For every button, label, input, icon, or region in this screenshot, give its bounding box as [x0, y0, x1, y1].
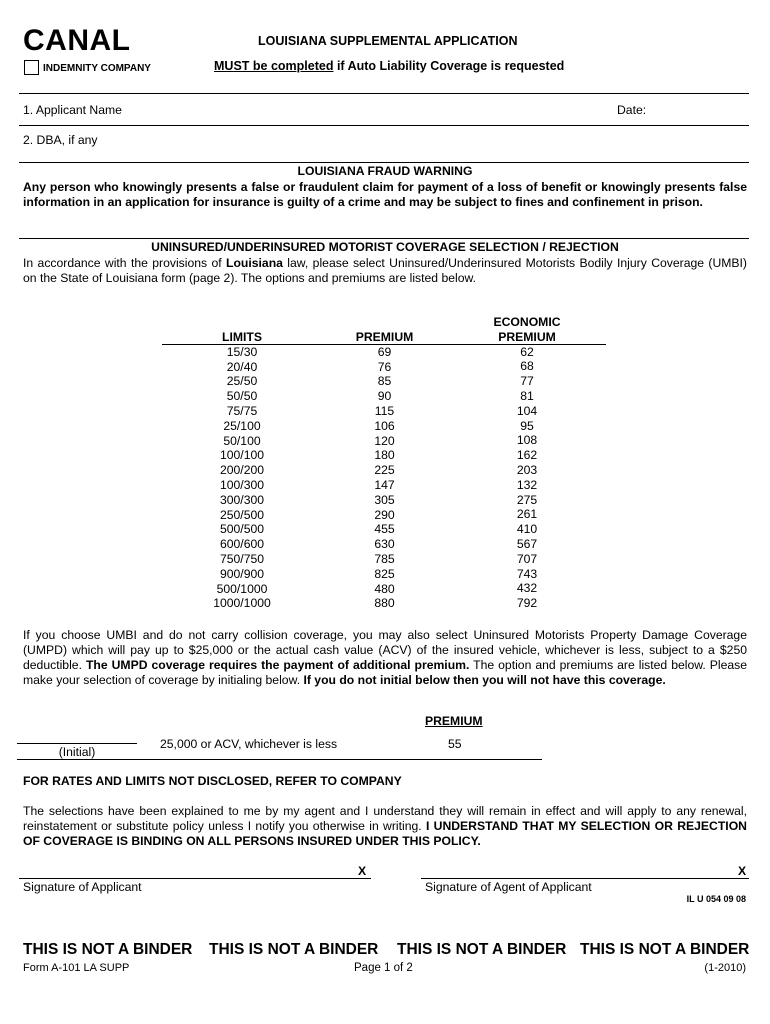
company-logo-text: CANAL — [23, 24, 131, 57]
um-text-part: In accordance with the provisions of — [23, 256, 227, 270]
premium-header: PREMIUM — [355, 330, 414, 344]
premium-cell: 880 — [374, 596, 395, 611]
economic-premium-column — [447, 315, 607, 611]
umpd-explanation — [23, 628, 747, 688]
agent-x-mark: X — [738, 864, 747, 878]
limit-cell: 750/750 — [219, 551, 265, 566]
limit-cell: 20/40 — [226, 359, 258, 374]
limit-cell: 75/75 — [226, 403, 258, 418]
agent-signature-line[interactable] — [421, 878, 749, 879]
limit-cell: 500/1000 — [216, 581, 268, 596]
economic-premium-cell: 203 — [516, 462, 538, 477]
binder-notice: THIS IS NOT A BINDER — [580, 941, 750, 958]
binder-notice: THIS IS NOT A BINDER — [397, 941, 567, 958]
economic-premium-cell: 567 — [516, 536, 538, 551]
premium-cell: 825 — [374, 566, 395, 581]
company-checkbox[interactable] — [24, 60, 39, 75]
um-section-text — [23, 256, 747, 286]
limit-cell: 250/500 — [219, 507, 265, 522]
economic-premium-cell: 81 — [520, 388, 534, 403]
subtitle-rest: if Auto Liability Coverage is requested — [333, 59, 565, 73]
initial-line[interactable] — [17, 743, 137, 744]
premium-cell: 106 — [374, 418, 395, 433]
limit-cell: 100/300 — [219, 477, 265, 492]
binder-notice: THIS IS NOT A BINDER — [209, 941, 379, 958]
limits-header: LIMITS — [222, 330, 262, 344]
initial-label: (Initial) — [58, 745, 96, 759]
limit-cell: 25/100 — [223, 418, 261, 433]
um-text-state: Louisiana — [226, 256, 283, 270]
form-code: IL U 054 09 08 — [686, 894, 746, 904]
applicant-name-label: 1. Applicant Name — [23, 103, 122, 117]
premium-cell: 225 — [374, 463, 395, 478]
umpd-text-part: The option and premiums are listed below. Please make your selection of coverage by initialing below. — [23, 658, 748, 687]
economic-premium-cell: 62 — [520, 344, 534, 359]
premium-column — [322, 330, 447, 611]
economic-header-line1: ECONOMIC — [493, 315, 561, 329]
economic-premium-cell: 162 — [516, 448, 538, 463]
economic-premium-cell: 132 — [516, 477, 538, 492]
subtitle-emphasis: MUST be completed — [214, 59, 334, 73]
economic-premium-cell: 410 — [516, 522, 538, 537]
applicant-x-mark: X — [358, 864, 367, 878]
limit-cell: 1000/1000 — [213, 596, 271, 611]
economic-premium-cell: 707 — [516, 551, 538, 566]
revision-date: (1-2010) — [704, 962, 746, 974]
rates-notice: FOR RATES AND LIMITS NOT DISCLOSED, REFER TO COMPANY — [23, 774, 402, 788]
date-label: Date: — [617, 103, 647, 117]
dba-label: 2. DBA, if any — [23, 133, 98, 147]
company-name: INDEMNITY COMPANY — [43, 63, 151, 74]
umpd-text-part: If you choose UMBI and do not carry collision coverage, you may also select Uninsured Motorists Property Damage Coverage (UMPD) which will pay up to $25,000 or the actual cash value (ACV) of the insured vehicle, whichever is less, subject to a $250 deductible. — [23, 628, 747, 672]
premium-cell: 630 — [374, 537, 395, 552]
umpd-option: 25,000 or ACV, whichever is less — [160, 737, 338, 751]
limit-cell: 100/100 — [219, 448, 265, 463]
economic-premium-cell: 77 — [520, 374, 534, 389]
limit-cell: 25/50 — [226, 374, 258, 389]
economic-premium-cell: 68 — [520, 359, 534, 374]
binder-notice: THIS IS NOT A BINDER — [23, 941, 193, 958]
limit-cell: 50/100 — [223, 433, 261, 448]
economic-premium-cell: 104 — [516, 403, 538, 418]
ack-text-bold: I UNDERSTAND THAT MY SELECTION OR REJECTION OF COVERAGE IS BINDING ON ALL PERSONS INSURED UNDER THIS POLICY. — [23, 818, 747, 848]
limits-column — [162, 330, 322, 611]
economic-premium-cell: 432 — [516, 581, 538, 596]
premium-cell: 455 — [374, 522, 395, 537]
applicant-signature-label: Signature of Applicant — [23, 880, 142, 894]
ack-text-part: The selections have been explained to me by my agent and I understand they will remain in effect and will apply to any renewal, reinstatement or substitute policy unless I notify you otherwise in writing. — [23, 804, 747, 833]
fraud-warning-title: LOUISIANA FRAUD WARNING — [297, 164, 473, 178]
umpd-option-premium: 55 — [448, 737, 462, 751]
umpd-text-bold: The UMPD coverage requires the payment of additional premium. — [85, 658, 470, 672]
premium-cell: 480 — [374, 581, 395, 596]
limit-cell: 900/900 — [219, 566, 265, 581]
form-subtitle — [214, 59, 564, 73]
economic-premium-cell: 108 — [516, 433, 538, 448]
limit-cell: 600/600 — [219, 537, 265, 552]
economic-header-line2: PREMIUM — [498, 329, 556, 344]
economic-premium-cell: 792 — [516, 596, 538, 611]
applicant-signature-line[interactable] — [19, 878, 371, 879]
premium-cell: 785 — [374, 551, 395, 566]
limit-cell: 300/300 — [219, 492, 265, 507]
umpd-text-bold: If you do not initial below then you will not have this coverage. — [303, 673, 666, 687]
form-name: Form A-101 LA SUPP — [23, 962, 130, 974]
divider — [19, 238, 749, 239]
table-header-rule — [162, 344, 606, 345]
premium-cell: 115 — [374, 403, 395, 418]
fraud-warning-text: Any person who knowingly presents a false or fraudulent claim for payment of a loss of benefit or knowingly presents false information in an application for insurance is guilty of a crime and may be subject to fines and confinement in prison. — [23, 180, 747, 209]
page-number: Page 1 of 2 — [354, 962, 413, 974]
premium-cell: 180 — [374, 448, 395, 463]
acknowledgement-text — [23, 804, 747, 848]
economic-premium-cell: 95 — [520, 418, 534, 433]
economic-premium-cell: 275 — [516, 492, 538, 507]
dba-line[interactable] — [19, 162, 749, 163]
limit-cell: 15/30 — [226, 344, 258, 359]
limit-cell: 200/200 — [219, 463, 265, 478]
form-title: LOUISIANA SUPPLEMENTAL APPLICATION — [258, 34, 518, 48]
limit-cell: 500/500 — [219, 522, 265, 537]
premium-cell: 85 — [377, 374, 392, 389]
umpd-premium-header: PREMIUM — [425, 714, 483, 728]
premium-cell: 76 — [377, 359, 392, 374]
premium-cell: 120 — [374, 433, 395, 448]
premium-cell: 290 — [374, 507, 395, 522]
premium-cell: 305 — [374, 492, 395, 507]
premium-cell: 147 — [374, 477, 395, 492]
um-section-title: UNINSURED/UNDERINSURED MOTORIST COVERAGE SELECTION / REJECTION — [151, 240, 619, 254]
economic-premium-cell: 261 — [516, 507, 538, 522]
um-text-part: law, please select Uninsured/Underinsured Motorists Bodily Injury Coverage (UMBI) on the State of Louisiana form (page 2). The options and premiums are listed below. — [23, 256, 747, 285]
economic-premium-cell: 743 — [516, 566, 538, 581]
agent-signature-label: Signature of Agent of Applicant — [425, 880, 592, 894]
premium-cell: 69 — [377, 344, 392, 359]
divider — [19, 93, 749, 94]
limit-cell: 50/50 — [226, 389, 258, 404]
premium-cell: 90 — [377, 389, 392, 404]
applicant-name-line[interactable] — [19, 125, 749, 126]
umpd-row-rule — [17, 759, 542, 760]
